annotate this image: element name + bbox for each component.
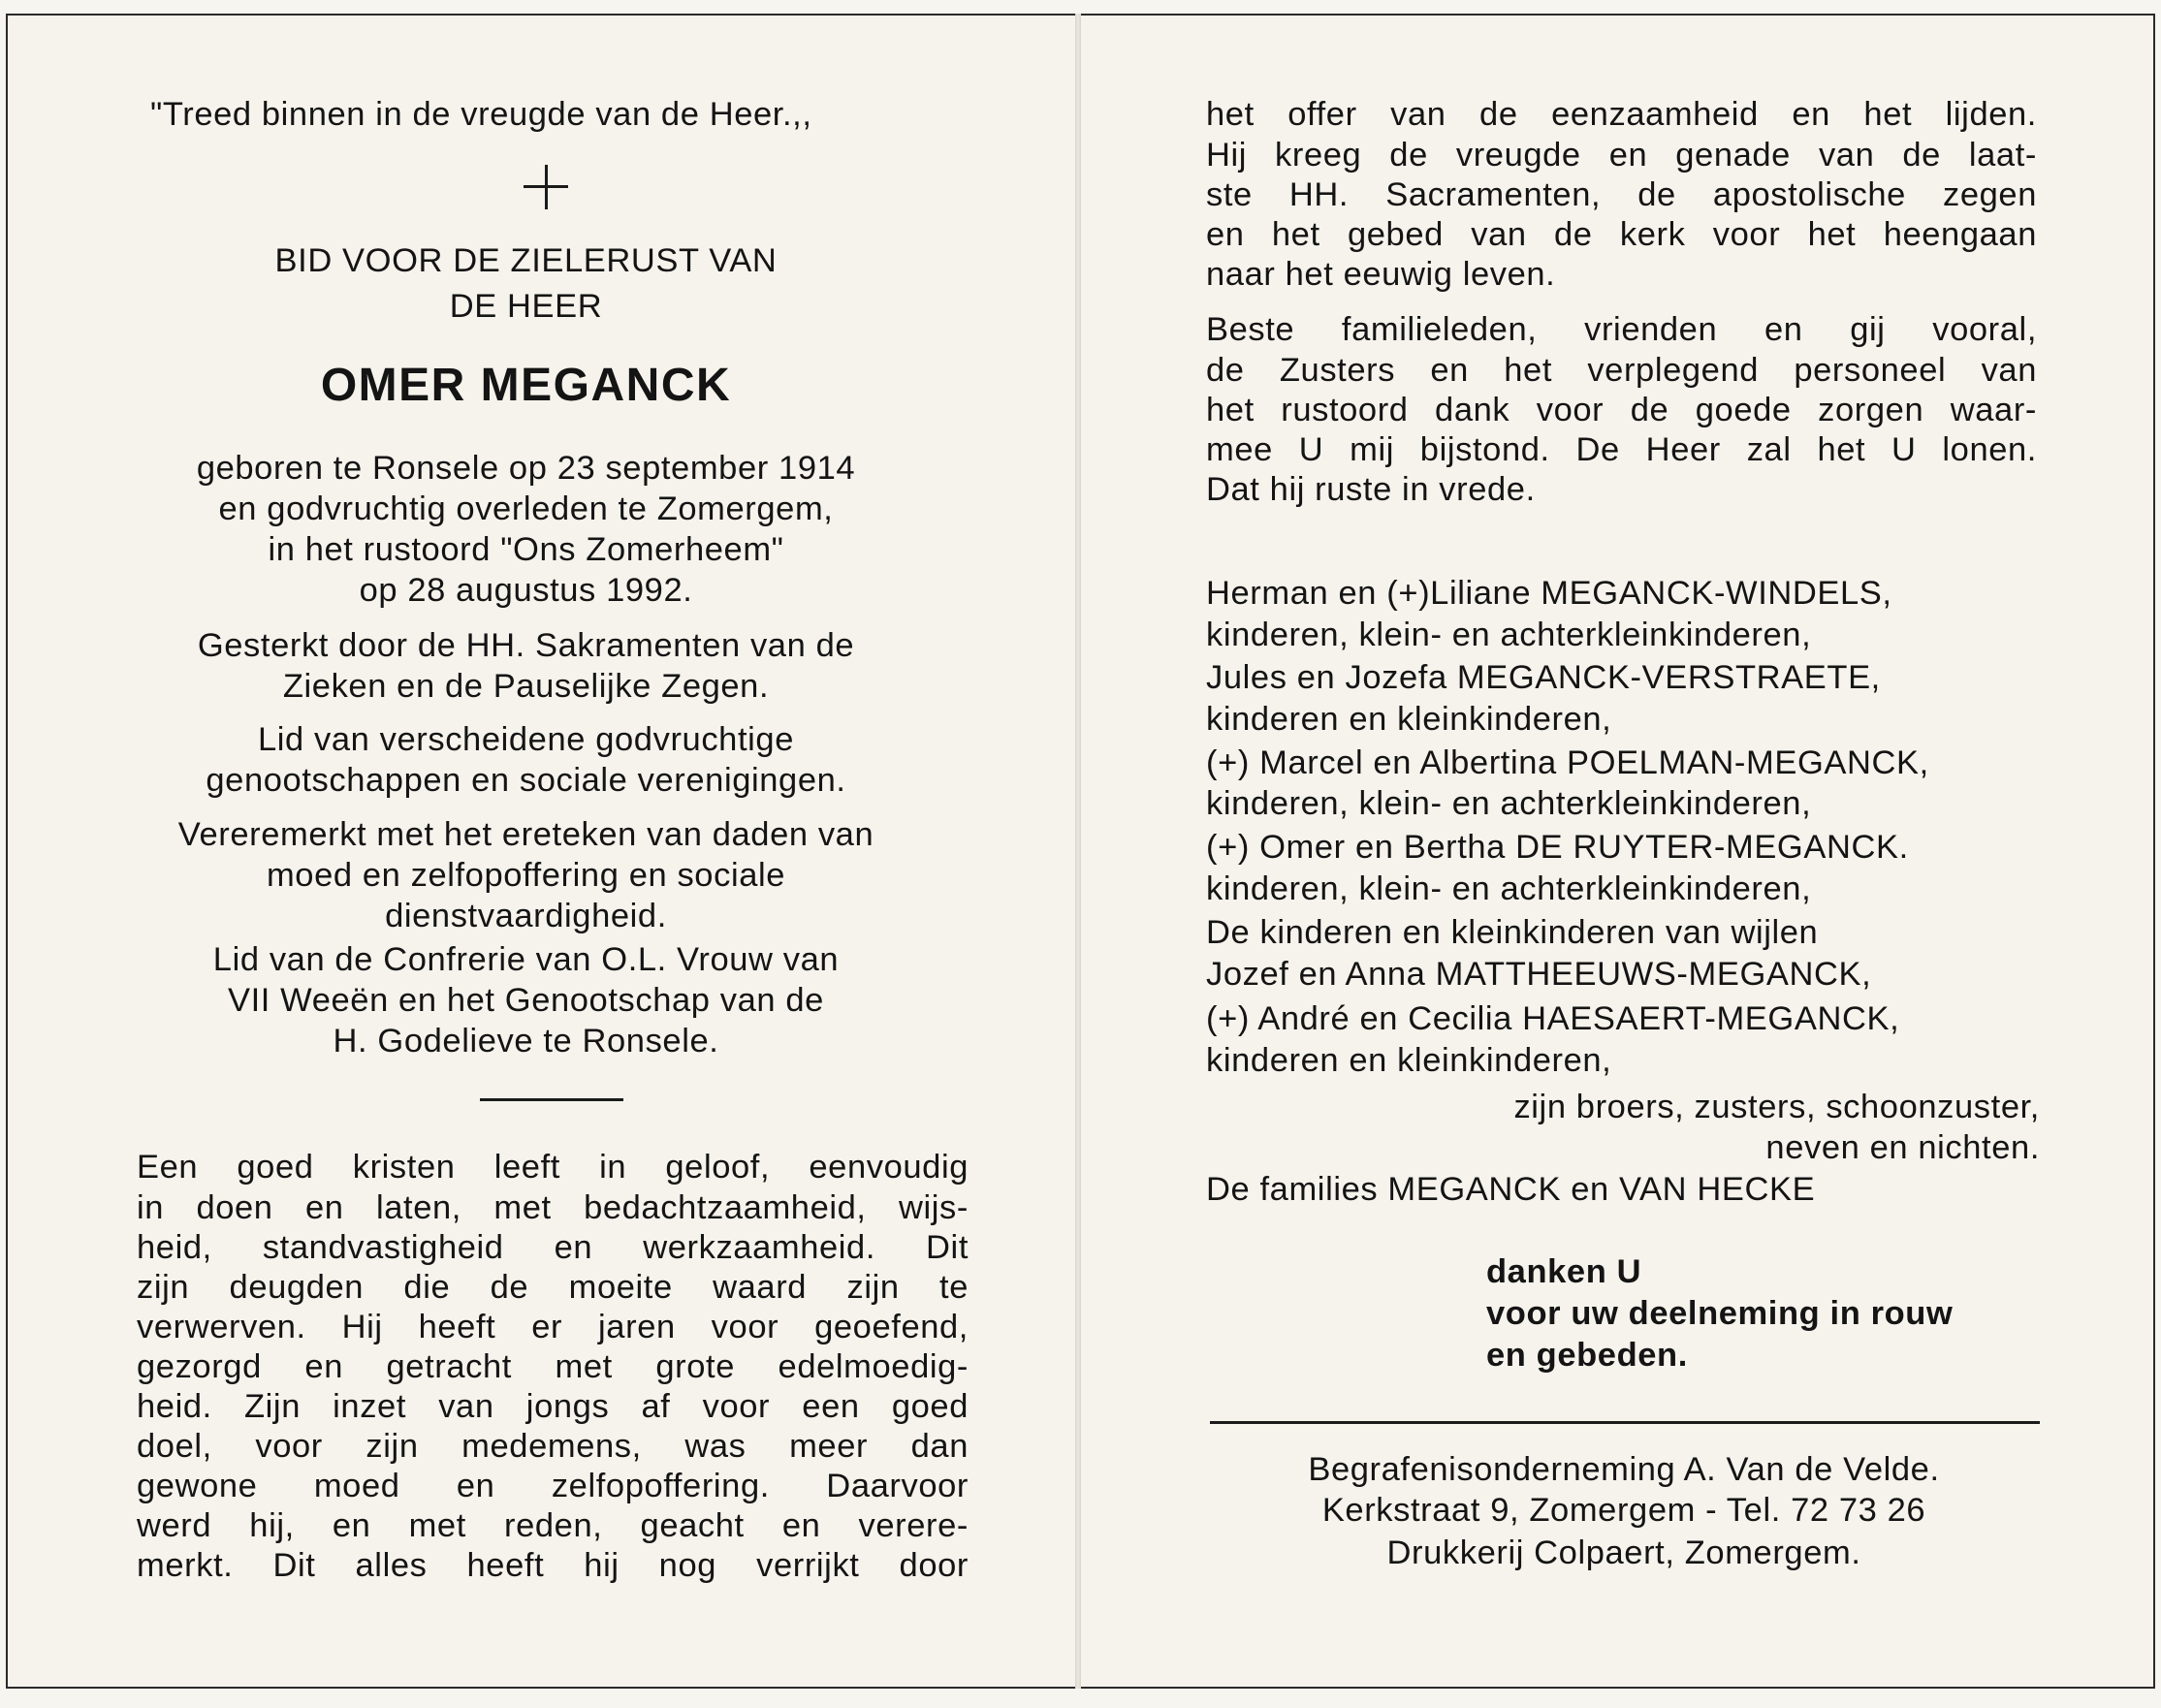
eulogy-line: verwerven. Hij heeft er jaren voor geoefend,	[137, 1309, 969, 1345]
thanks-line: het rustoord dank voor de goede zorgen waar-	[1206, 392, 2037, 428]
eulogy-line: gewone moed en zelfopoffering. Daarvoor	[137, 1468, 969, 1504]
intro-line: BID VOOR DE ZIELERUST VAN	[274, 242, 778, 279]
family-line: kinderen en kleinkinderen,	[1206, 701, 1612, 738]
eulogy-line: heid, standvastigheid en werkzaamheid. Dit	[137, 1229, 969, 1266]
death-place-line: in het rustoord "Ons Zomerheem"	[268, 531, 784, 568]
family-line: kinderen, klein- en achterkleinkinderen,	[1206, 870, 1812, 907]
eulogy-line: doel, voor zijn medemens, was meer dan	[137, 1428, 969, 1465]
continuation-line: het offer van de eenzaamheid en het lijden.	[1206, 96, 2037, 133]
printer-line: Kerkstraat 9, Zomergem - Tel. 72 73 26	[1321, 1492, 1926, 1529]
intro-line: DE HEER	[449, 288, 603, 325]
footer-divider	[1210, 1421, 2040, 1424]
eulogy-line: gezorgd en getracht met grote edelmoedig-	[137, 1348, 969, 1385]
family-line: kinderen, klein- en achterkleinkinderen,	[1206, 617, 1812, 653]
birth-line: geboren te Ronsele op 23 september 1914	[196, 450, 856, 487]
thanks-line: Beste familieleden, vrienden en gij vooral,	[1206, 311, 2037, 348]
family-line: Jozef en Anna MATTHEEUWS-MEGANCK,	[1206, 956, 1872, 993]
thanks-line: mee U mij bijstond. De Heer zal het U lonen.	[1206, 431, 2037, 468]
death-date-line: op 28 augustus 1992.	[359, 572, 693, 609]
member-line: genootschappen en sociale verenigingen.	[206, 762, 846, 799]
confrerie-line: Lid van de Confrerie van O.L. Vrouw van	[212, 941, 840, 978]
continuation-line: en het gebed van de kerk voor het heengaan	[1206, 216, 2037, 253]
family-line: Herman en (+)Liliane MEGANCK-WINDELS,	[1206, 575, 1892, 612]
sacraments-line: Zieken en de Pauselijke Zegen.	[282, 668, 770, 705]
printer-line: Drukkerij Colpaert, Zomergem.	[1386, 1534, 1861, 1571]
section-divider	[480, 1098, 623, 1101]
death-line: en godvruchtig overleden te Zomergem,	[218, 490, 834, 527]
honored-line: Vereremerkt met het ereteken van daden van	[177, 816, 874, 853]
continuation-line: Hij kreeg de vreugde en genade van de laat-	[1206, 137, 2037, 174]
family-line: (+) André en Cecilia HAESAERT-MEGANCK,	[1206, 1000, 1900, 1037]
family-line: (+) Omer en Bertha DE RUYTER-MEGANCK.	[1206, 829, 1909, 866]
continuation-line: ste HH. Sacramenten, de apostolische zegen	[1206, 176, 2037, 213]
family-line: De kinderen en kleinkinderen van wijlen	[1206, 914, 1819, 951]
closing-line: en gebeden.	[1486, 1337, 1688, 1374]
eulogy-line: merkt. Dit alles heeft hij nog verrijkt door	[137, 1547, 969, 1584]
eulogy-line: in doen en laten, met bedachtzaamheid, wijs-	[137, 1189, 969, 1226]
confrerie-line: VII Weeën en het Genootschap van de	[228, 982, 824, 1019]
sacraments-line: Gesterkt door de HH. Sakramenten van de	[197, 627, 855, 664]
confrerie-line: H. Godelieve te Ronsele.	[333, 1023, 719, 1060]
member-line: Lid van verscheidene godvruchtige	[258, 721, 794, 758]
eulogy-line: werd hij, en met reden, geacht en verere-	[137, 1507, 969, 1544]
siblings-line: neven en nichten.	[1765, 1129, 2040, 1166]
honored-line: dienstvaardigheid.	[385, 898, 667, 934]
family-line: kinderen en kleinkinderen,	[1206, 1042, 1612, 1079]
eulogy-line: zijn deugden die de moeite waard zijn te	[137, 1269, 969, 1306]
eulogy-line: heid. Zijn inzet van jongs af voor een goed	[137, 1388, 969, 1425]
printer-line: Begrafenisonderneming A. Van de Velde.	[1308, 1451, 1940, 1488]
honored-line: moed en zelfopoffering en sociale	[266, 857, 786, 894]
cross-icon	[524, 165, 568, 209]
closing-line: danken U	[1486, 1253, 1642, 1290]
card-fold	[1075, 14, 1081, 1689]
quote-line: "Treed binnen in de vreugde van de Heer.,,	[150, 96, 812, 133]
families-line: De families MEGANCK en VAN HECKE	[1206, 1171, 1816, 1208]
family-line: kinderen, klein- en achterkleinkinderen,	[1206, 785, 1812, 822]
siblings-line: zijn broers, zusters, schoonzuster,	[1513, 1089, 2040, 1125]
continuation-line: naar het eeuwig leven.	[1206, 256, 1556, 293]
closing-line: voor uw deelneming in rouw	[1486, 1295, 1954, 1332]
thanks-line: Dat hij ruste in vrede.	[1206, 471, 1536, 508]
deceased-name: OMER MEGANCK	[320, 360, 732, 411]
family-line: (+) Marcel en Albertina POELMAN-MEGANCK,	[1206, 744, 1929, 781]
family-line: Jules en Jozefa MEGANCK-VERSTRAETE,	[1206, 659, 1881, 696]
eulogy-line: Een goed kristen leeft in geloof, eenvoudig	[137, 1149, 969, 1186]
thanks-line: de Zusters en het verplegend personeel van	[1206, 352, 2037, 389]
